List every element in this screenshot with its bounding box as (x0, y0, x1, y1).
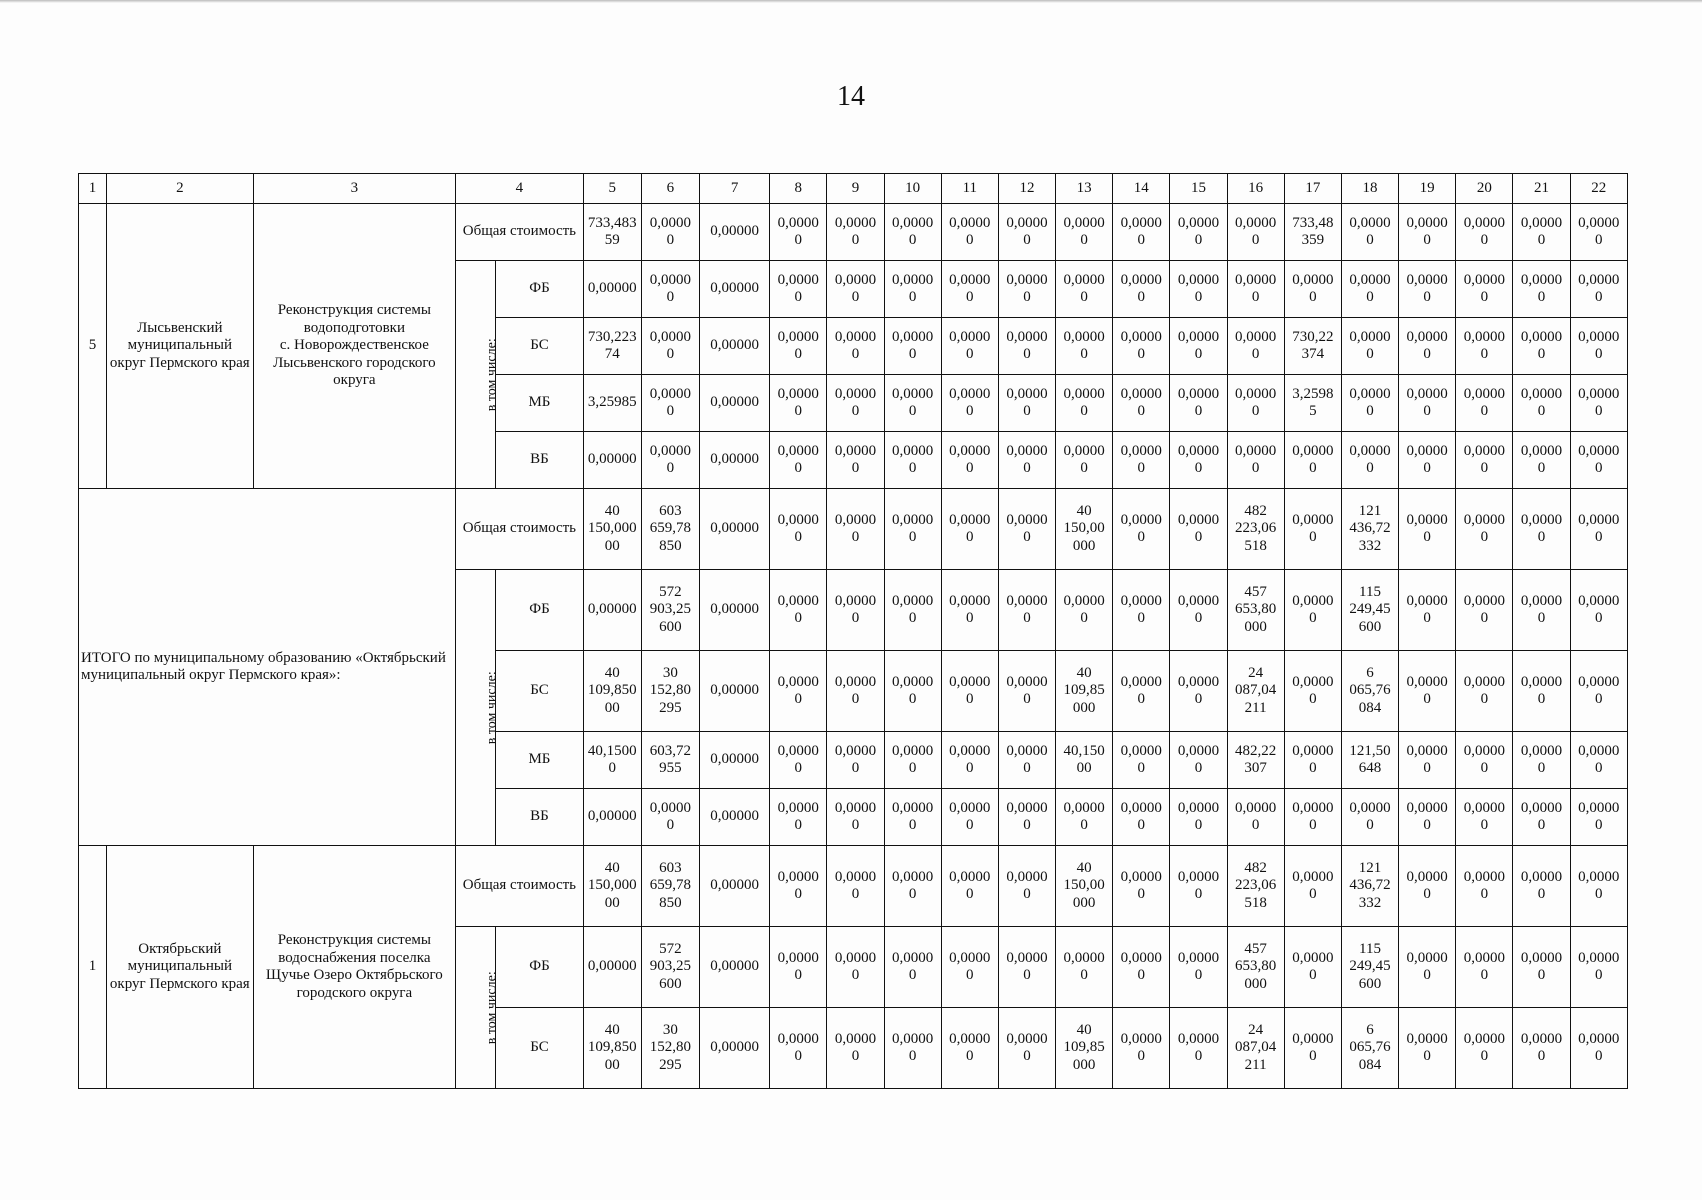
value-cell: 0,0000 0 (770, 789, 827, 846)
budget-source-label: БС (496, 651, 583, 732)
value-cell: 0,0000 0 (827, 489, 884, 570)
value-cell: 0,00000 (699, 732, 769, 789)
value-cell: 0,0000 0 (998, 432, 1055, 489)
value-cell: 0,0000 0 (884, 1008, 941, 1089)
value-cell: 0,0000 0 (1513, 732, 1570, 789)
value-cell: 0,0000 0 (1113, 432, 1170, 489)
value-cell: 0,0000 0 (827, 651, 884, 732)
value-cell: 0,0000 0 (998, 789, 1055, 846)
value-cell: 0,0000 0 (1284, 651, 1341, 732)
value-cell: 0,00000 (699, 927, 769, 1008)
value-cell: 0,0000 0 (1056, 789, 1113, 846)
value-cell: 30 152,80 295 (641, 1008, 699, 1089)
including-label: в том числе: (484, 338, 500, 411)
object-name-cell: Реконструкция системы водоснабжения поселка Щучье Озеро Октябрьского городского округа (253, 846, 456, 1089)
table-row (79, 204, 1628, 261)
value-cell: 0,0000 0 (1113, 846, 1170, 927)
value-cell: 0,0000 0 (1170, 489, 1227, 570)
value-cell: 730,22 374 (1284, 318, 1341, 375)
value-cell: 0,0000 0 (884, 927, 941, 1008)
value-cell: 40 109,850 00 (583, 1008, 641, 1089)
value-cell: 0,0000 0 (1341, 432, 1398, 489)
value-cell: 0,0000 0 (1284, 1008, 1341, 1089)
value-cell: 0,0000 0 (1513, 927, 1570, 1008)
value-cell: 0,0000 0 (1170, 318, 1227, 375)
value-cell: 0,0000 0 (998, 570, 1055, 651)
value-cell: 0,0000 0 (770, 261, 827, 318)
value-cell: 0,0000 0 (1456, 570, 1513, 651)
value-cell: 0,0000 0 (1227, 318, 1284, 375)
header-cell: 9 (827, 174, 884, 204)
value-cell: 0,0000 0 (827, 570, 884, 651)
value-cell: 0,0000 0 (1113, 375, 1170, 432)
value-cell: 0,00000 (699, 846, 769, 927)
value-cell: 0,0000 0 (1570, 927, 1627, 1008)
value-cell: 0,0000 0 (998, 1008, 1055, 1089)
header-row (79, 174, 1628, 204)
value-cell: 0,0000 0 (941, 318, 998, 375)
including-label: в том числе: (484, 971, 500, 1044)
header-cell: 18 (1341, 174, 1398, 204)
value-cell: 0,0000 0 (1170, 432, 1227, 489)
header-cell: 11 (941, 174, 998, 204)
value-cell: 0,0000 0 (770, 846, 827, 927)
value-cell: 0,0000 0 (827, 789, 884, 846)
value-cell: 0,0000 0 (1170, 651, 1227, 732)
value-cell: 0,0000 0 (1570, 651, 1627, 732)
value-cell: 0,0000 0 (1227, 375, 1284, 432)
value-cell: 0,0000 0 (1113, 318, 1170, 375)
value-cell: 0,0000 0 (1056, 432, 1113, 489)
value-cell: 0,0000 0 (884, 570, 941, 651)
value-cell: 0,0000 0 (1113, 927, 1170, 1008)
value-cell: 0,0000 0 (770, 570, 827, 651)
value-cell: 0,0000 0 (1456, 432, 1513, 489)
header-cell: 3 (253, 174, 456, 204)
value-cell: 24 087,04 211 (1227, 1008, 1284, 1089)
value-cell: 0,00000 (699, 204, 769, 261)
value-cell: 0,0000 0 (941, 204, 998, 261)
municipality-cell: Октябрьский муниципальный округ Пермского края (107, 846, 253, 1089)
value-cell: 0,0000 0 (998, 318, 1055, 375)
header-cell: 17 (1284, 174, 1341, 204)
value-cell: 0,0000 0 (941, 1008, 998, 1089)
value-cell: 0,0000 0 (770, 927, 827, 1008)
header-cell: 7 (699, 174, 769, 204)
row-number-cell: 1 (79, 846, 107, 1089)
value-cell: 572 903,25 600 (641, 927, 699, 1008)
value-cell: 0,0000 0 (1170, 570, 1227, 651)
value-cell: 0,0000 0 (941, 261, 998, 318)
scan-edge (0, 0, 1702, 3)
object-name-cell: Реконструкция системы водоподготовки с. Новорождественское Лысьвенского городского округа (253, 204, 456, 489)
value-cell: 0,0000 0 (1113, 1008, 1170, 1089)
including-vertical-label (456, 261, 500, 489)
header-cell: 20 (1456, 174, 1513, 204)
header-cell: 19 (1399, 174, 1456, 204)
value-cell: 0,0000 0 (998, 732, 1055, 789)
value-cell: 0,0000 0 (998, 651, 1055, 732)
value-cell: 0,0000 0 (1056, 927, 1113, 1008)
value-cell: 0,0000 0 (998, 375, 1055, 432)
value-cell: 0,0000 0 (1284, 570, 1341, 651)
value-cell: 572 903,25 600 (641, 570, 699, 651)
value-cell: 0,0000 0 (1456, 846, 1513, 927)
value-cell: 0,00000 (583, 789, 641, 846)
value-cell: 0,0000 0 (1056, 570, 1113, 651)
value-cell: 0,0000 0 (1341, 318, 1398, 375)
value-cell: 0,00000 (699, 570, 769, 651)
general-cost-label: Общая стоимость (456, 489, 583, 570)
table-row (79, 489, 1628, 570)
value-cell: 0,0000 0 (827, 375, 884, 432)
value-cell: 0,0000 0 (1170, 927, 1227, 1008)
value-cell: 40 150,000 00 (583, 489, 641, 570)
budget-source-label: БС (496, 1008, 583, 1089)
value-cell: 6 065,76 084 (1341, 651, 1398, 732)
value-cell: 457 653,80 000 (1227, 927, 1284, 1008)
value-cell: 0,0000 0 (1570, 432, 1627, 489)
value-cell: 0,0000 0 (884, 261, 941, 318)
value-cell: 0,0000 0 (1284, 432, 1341, 489)
value-cell: 0,0000 0 (1113, 732, 1170, 789)
value-cell: 0,0000 0 (1456, 789, 1513, 846)
value-cell: 0,0000 0 (770, 204, 827, 261)
value-cell: 0,0000 0 (641, 318, 699, 375)
value-cell: 40 150,000 00 (583, 846, 641, 927)
value-cell: 482 223,06 518 (1227, 846, 1284, 927)
value-cell: 0,0000 0 (1570, 732, 1627, 789)
value-cell: 0,0000 0 (827, 432, 884, 489)
including-vertical-label (456, 927, 500, 1089)
row-number-cell: 5 (79, 204, 107, 489)
value-cell: 0,0000 0 (941, 732, 998, 789)
municipality-cell: Лысьвенский муниципальный округ Пермского края (107, 204, 253, 489)
value-cell: 0,0000 0 (1456, 1008, 1513, 1089)
value-cell: 0,0000 0 (1399, 570, 1456, 651)
value-cell: 0,0000 0 (1341, 261, 1398, 318)
value-cell: 603 659,78 850 (641, 489, 699, 570)
value-cell: 0,0000 0 (641, 375, 699, 432)
value-cell: 0,0000 0 (1170, 1008, 1227, 1089)
value-cell: 0,0000 0 (1570, 489, 1627, 570)
value-cell: 733,483 59 (583, 204, 641, 261)
value-cell: 457 653,80 000 (1227, 570, 1284, 651)
value-cell: 733,48 359 (1284, 204, 1341, 261)
header-cell: 12 (998, 174, 1055, 204)
value-cell: 0,00000 (583, 927, 641, 1008)
value-cell: 40 109,85 000 (1056, 1008, 1113, 1089)
value-cell: 0,0000 0 (1570, 318, 1627, 375)
value-cell: 0,0000 0 (1570, 261, 1627, 318)
budget-table (78, 173, 1628, 1089)
value-cell: 0,0000 0 (1227, 789, 1284, 846)
value-cell: 0,0000 0 (1513, 432, 1570, 489)
value-cell: 0,0000 0 (1399, 261, 1456, 318)
value-cell: 0,0000 0 (1170, 204, 1227, 261)
value-cell: 0,0000 0 (884, 651, 941, 732)
page-number: 14 (837, 81, 865, 112)
value-cell: 40 109,85 000 (1056, 651, 1113, 732)
value-cell: 0,0000 0 (1399, 375, 1456, 432)
value-cell: 0,0000 0 (827, 1008, 884, 1089)
value-cell: 0,0000 0 (941, 846, 998, 927)
value-cell: 0,0000 0 (1170, 732, 1227, 789)
value-cell: 0,0000 0 (827, 846, 884, 927)
value-cell: 0,0000 0 (1227, 432, 1284, 489)
value-cell: 603,72 955 (641, 732, 699, 789)
value-cell: 0,0000 0 (1456, 261, 1513, 318)
value-cell: 0,00000 (699, 651, 769, 732)
value-cell: 0,0000 0 (1113, 204, 1170, 261)
value-cell: 121 436,72 332 (1341, 846, 1398, 927)
value-cell: 0,0000 0 (1056, 261, 1113, 318)
value-cell: 0,0000 0 (1399, 1008, 1456, 1089)
header-cell: 10 (884, 174, 941, 204)
value-cell: 0,0000 0 (884, 732, 941, 789)
budget-source-label: ФБ (496, 927, 583, 1008)
value-cell: 0,0000 0 (884, 204, 941, 261)
value-cell: 0,0000 0 (1399, 927, 1456, 1008)
general-cost-label: Общая стоимость (456, 846, 583, 927)
table-row (79, 846, 1628, 927)
value-cell: 0,0000 0 (1456, 927, 1513, 1008)
value-cell: 0,0000 0 (770, 375, 827, 432)
value-cell: 0,0000 0 (1056, 318, 1113, 375)
value-cell: 40 109,850 00 (583, 651, 641, 732)
value-cell: 0,0000 0 (1513, 204, 1570, 261)
value-cell: 30 152,80 295 (641, 651, 699, 732)
header-cell: 2 (107, 174, 253, 204)
value-cell: 0,00000 (699, 489, 769, 570)
value-cell: 0,0000 0 (998, 261, 1055, 318)
value-cell: 0,0000 0 (641, 204, 699, 261)
value-cell: 0,0000 0 (1056, 204, 1113, 261)
value-cell: 0,00000 (699, 789, 769, 846)
value-cell: 0,0000 0 (1341, 204, 1398, 261)
value-cell: 0,0000 0 (1399, 204, 1456, 261)
value-cell: 0,0000 0 (1399, 789, 1456, 846)
value-cell: 0,0000 0 (1113, 570, 1170, 651)
value-cell: 0,00000 (583, 570, 641, 651)
value-cell: 0,0000 0 (827, 927, 884, 1008)
value-cell: 0,0000 0 (941, 927, 998, 1008)
value-cell: 0,00000 (699, 1008, 769, 1089)
header-cell: 22 (1570, 174, 1627, 204)
value-cell: 3,25985 (583, 375, 641, 432)
value-cell: 0,0000 0 (1456, 318, 1513, 375)
value-cell: 0,0000 0 (884, 375, 941, 432)
budget-source-label: БС (496, 318, 583, 375)
budget-source-label: ФБ (496, 261, 583, 318)
value-cell: 0,0000 0 (770, 489, 827, 570)
value-cell: 0,0000 0 (1513, 570, 1570, 651)
value-cell: 0,0000 0 (1170, 846, 1227, 927)
header-cell: 21 (1513, 174, 1570, 204)
table-body (79, 174, 1628, 1089)
value-cell: 0,0000 0 (1170, 375, 1227, 432)
value-cell: 0,0000 0 (1513, 789, 1570, 846)
value-cell: 0,0000 0 (1056, 375, 1113, 432)
value-cell: 0,0000 0 (884, 318, 941, 375)
budget-source-label: ВБ (496, 789, 583, 846)
value-cell: 0,0000 0 (1513, 261, 1570, 318)
value-cell: 0,0000 0 (827, 732, 884, 789)
value-cell: 0,0000 0 (1513, 375, 1570, 432)
header-cell: 13 (1056, 174, 1113, 204)
value-cell: 0,0000 0 (1113, 489, 1170, 570)
value-cell: 482 223,06 518 (1227, 489, 1284, 570)
value-cell: 0,0000 0 (1513, 1008, 1570, 1089)
value-cell: 0,0000 0 (941, 789, 998, 846)
value-cell: 0,0000 0 (1399, 651, 1456, 732)
value-cell: 0,0000 0 (1570, 789, 1627, 846)
header-cell: 15 (1170, 174, 1227, 204)
value-cell: 0,0000 0 (1456, 204, 1513, 261)
header-cell: 4 (456, 174, 583, 204)
value-cell: 0,0000 0 (1399, 432, 1456, 489)
budget-source-label: МБ (496, 732, 583, 789)
value-cell: 0,0000 0 (884, 789, 941, 846)
value-cell: 0,0000 0 (1570, 375, 1627, 432)
value-cell: 0,0000 0 (641, 432, 699, 489)
value-cell: 0,0000 0 (1513, 651, 1570, 732)
value-cell: 0,0000 0 (998, 489, 1055, 570)
value-cell: 0,00000 (699, 318, 769, 375)
value-cell: 0,0000 0 (1113, 789, 1170, 846)
value-cell: 0,0000 0 (1284, 846, 1341, 927)
header-cell: 14 (1113, 174, 1170, 204)
value-cell: 0,0000 0 (770, 1008, 827, 1089)
value-cell: 0,0000 0 (827, 261, 884, 318)
value-cell: 0,0000 0 (1113, 651, 1170, 732)
value-cell: 0,0000 0 (884, 489, 941, 570)
value-cell: 0,0000 0 (1399, 318, 1456, 375)
general-cost-label: Общая стоимость (456, 204, 583, 261)
header-cell: 6 (641, 174, 699, 204)
value-cell: 3,2598 5 (1284, 375, 1341, 432)
value-cell: 121,50 648 (1341, 732, 1398, 789)
value-cell: 0,0000 0 (998, 927, 1055, 1008)
value-cell: 40,1500 0 (583, 732, 641, 789)
value-cell: 0,0000 0 (941, 489, 998, 570)
value-cell: 0,0000 0 (1284, 489, 1341, 570)
value-cell: 0,0000 0 (941, 375, 998, 432)
value-cell: 0,00000 (699, 432, 769, 489)
value-cell: 24 087,04 211 (1227, 651, 1284, 732)
value-cell: 0,0000 0 (1284, 261, 1341, 318)
value-cell: 0,0000 0 (1570, 846, 1627, 927)
value-cell: 603 659,78 850 (641, 846, 699, 927)
value-cell: 0,0000 0 (1513, 846, 1570, 927)
value-cell: 0,0000 0 (1456, 375, 1513, 432)
value-cell: 0,0000 0 (1341, 375, 1398, 432)
value-cell: 0,0000 0 (641, 261, 699, 318)
budget-source-label: ФБ (496, 570, 583, 651)
header-cell: 8 (770, 174, 827, 204)
value-cell: 0,0000 0 (941, 570, 998, 651)
value-cell: 0,0000 0 (641, 789, 699, 846)
including-vertical-label (456, 570, 500, 846)
value-cell: 40,150 00 (1056, 732, 1113, 789)
value-cell: 121 436,72 332 (1341, 489, 1398, 570)
including-label: в том числе: (484, 671, 500, 744)
value-cell: 0,0000 0 (1170, 261, 1227, 318)
value-cell: 0,0000 0 (1227, 204, 1284, 261)
value-cell: 0,0000 0 (1399, 489, 1456, 570)
value-cell: 482,22 307 (1227, 732, 1284, 789)
value-cell: 0,0000 0 (1284, 789, 1341, 846)
value-cell: 0,0000 0 (1513, 489, 1570, 570)
value-cell: 0,0000 0 (1399, 846, 1456, 927)
value-cell: 0,0000 0 (941, 651, 998, 732)
value-cell: 0,0000 0 (1284, 732, 1341, 789)
value-cell: 0,0000 0 (1456, 732, 1513, 789)
value-cell: 0,0000 0 (998, 846, 1055, 927)
value-cell: 0,0000 0 (884, 846, 941, 927)
value-cell: 0,0000 0 (827, 204, 884, 261)
value-cell: 40 150,00 000 (1056, 489, 1113, 570)
value-cell: 0,0000 0 (1456, 651, 1513, 732)
value-cell: 0,0000 0 (1284, 927, 1341, 1008)
value-cell: 0,0000 0 (770, 732, 827, 789)
value-cell: 0,0000 0 (1570, 1008, 1627, 1089)
value-cell: 0,0000 0 (1399, 732, 1456, 789)
value-cell: 0,0000 0 (770, 432, 827, 489)
value-cell: 0,0000 0 (1341, 789, 1398, 846)
value-cell: 0,0000 0 (1570, 204, 1627, 261)
value-cell: 0,00000 (699, 375, 769, 432)
value-cell: 0,0000 0 (770, 318, 827, 375)
value-cell: 0,0000 0 (1570, 570, 1627, 651)
budget-source-label: ВБ (496, 432, 583, 489)
header-cell: 1 (79, 174, 107, 204)
value-cell: 0,0000 0 (941, 432, 998, 489)
header-cell: 16 (1227, 174, 1284, 204)
value-cell: 0,0000 0 (1513, 318, 1570, 375)
value-cell: 115 249,45 600 (1341, 570, 1398, 651)
value-cell: 0,0000 0 (884, 432, 941, 489)
value-cell: 0,0000 0 (998, 204, 1055, 261)
value-cell: 40 150,00 000 (1056, 846, 1113, 927)
value-cell: 730,223 74 (583, 318, 641, 375)
value-cell: 0,00000 (699, 261, 769, 318)
value-cell: 0,0000 0 (1227, 261, 1284, 318)
value-cell: 0,0000 0 (827, 318, 884, 375)
value-cell: 0,0000 0 (770, 651, 827, 732)
header-cell: 5 (583, 174, 641, 204)
value-cell: 0,00000 (583, 261, 641, 318)
value-cell: 0,0000 0 (1456, 489, 1513, 570)
value-cell: 6 065,76 084 (1341, 1008, 1398, 1089)
budget-source-label: МБ (496, 375, 583, 432)
value-cell: 0,00000 (583, 432, 641, 489)
value-cell: 115 249,45 600 (1341, 927, 1398, 1008)
value-cell: 0,0000 0 (1170, 789, 1227, 846)
value-cell: 0,0000 0 (1113, 261, 1170, 318)
total-title-cell: ИТОГО по муниципальному образованию «Октябрьский муниципальный округ Пермского края»: (79, 489, 456, 846)
